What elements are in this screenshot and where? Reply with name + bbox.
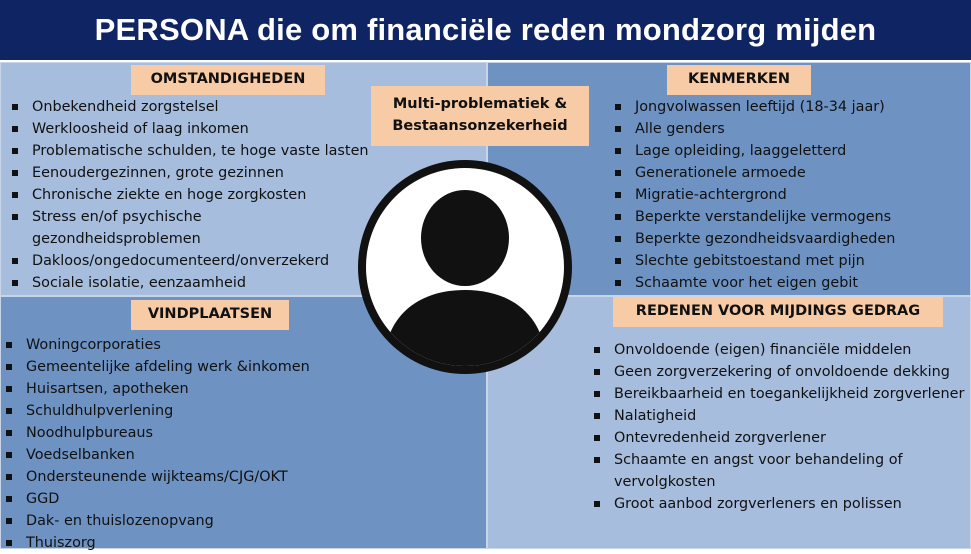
list-item: Sociale isolatie, eenzaamheid — [10, 272, 390, 294]
list-item: Thuiszorg — [4, 532, 384, 554]
list-item: Slechte gebitstoestand met pijn — [613, 250, 913, 272]
list-item: Noodhulpbureaus — [4, 422, 384, 444]
redenen-list — [592, 339, 971, 515]
center-label-line2: Bestaansonzekerheid — [392, 118, 568, 134]
person-silhouette-svg — [366, 168, 564, 366]
list-item: Ondersteunende wijkteams/CJG/OKT — [4, 466, 384, 488]
kenmerken-list — [613, 96, 913, 294]
list-item: Chronische ziekte en hoge zorgkosten — [10, 184, 390, 206]
list-item: Lage opleiding, laaggeletterd — [613, 140, 913, 162]
page-title: PERSONA die om financiële reden mondzorg mijden — [94, 12, 877, 47]
list-item: Nalatigheid — [592, 405, 971, 427]
list-item: Onvoldoende (eigen) financiële middelen — [592, 339, 971, 361]
list-item: Geen zorgverzekering of onvoldoende dekking — [592, 361, 971, 383]
list-item: Alle genders — [613, 118, 913, 140]
list-item: Stress en/of psychische gezondheidsproblemen — [10, 206, 222, 250]
omstandigheden-list — [10, 96, 390, 294]
list-item: Bereikbaarheid en toegankelijkheid zorgverlener — [592, 383, 971, 405]
list-item: Beperkte verstandelijke vermogens — [613, 206, 913, 228]
person-silhouette-icon — [358, 160, 572, 374]
center-label — [371, 86, 589, 146]
vindplaatsen-list — [4, 334, 384, 554]
list-item: Migratie-achtergrond — [613, 184, 913, 206]
list-item: Dakloos/ongedocumenteerd/onverzekerd — [10, 250, 390, 272]
list-item: Gemeentelijke afdeling werk &inkomen — [4, 356, 384, 378]
list-item: Dak- en thuislozenopvang — [4, 510, 384, 532]
list-item: Voedselbanken — [4, 444, 384, 466]
list-item: Beperkte gezondheidsvaardigheden — [613, 228, 913, 250]
omstandigheden-heading: OMSTANDIGHEDEN — [131, 65, 325, 95]
list-item: Generationele armoede — [613, 162, 913, 184]
list-item: Huisartsen, apotheken — [4, 378, 384, 400]
list-item: Groot aanbod zorgverleners en polissen — [592, 493, 971, 515]
kenmerken-heading: KENMERKEN — [667, 65, 811, 95]
list-item: Problematische schulden, te hoge vaste lasten — [10, 140, 390, 162]
list-item: Schaamte en angst voor behandeling of vervolgkosten — [592, 449, 914, 493]
list-item: Schuldhulpverlening — [4, 400, 384, 422]
title-bar — [0, 0, 971, 60]
list-item: Eenoudergezinnen, grote gezinnen — [10, 162, 390, 184]
vindplaatsen-heading: VINDPLAATSEN — [131, 300, 289, 330]
center-label-line1: Multi-problematiek & — [392, 96, 568, 112]
list-item: Jongvolwassen leeftijd (18-34 jaar) — [613, 96, 913, 118]
list-item: Ontevredenheid zorgverlener — [592, 427, 971, 449]
list-item: GGD — [4, 488, 384, 510]
list-item: Werkloosheid of laag inkomen — [10, 118, 390, 140]
list-item: Onbekendheid zorgstelsel — [10, 96, 390, 118]
redenen-heading: REDENEN VOOR MIJDINGS GEDRAG — [613, 297, 943, 327]
list-item: Schaamte voor het eigen gebit — [613, 272, 913, 294]
list-item: Woningcorporaties — [4, 334, 384, 356]
